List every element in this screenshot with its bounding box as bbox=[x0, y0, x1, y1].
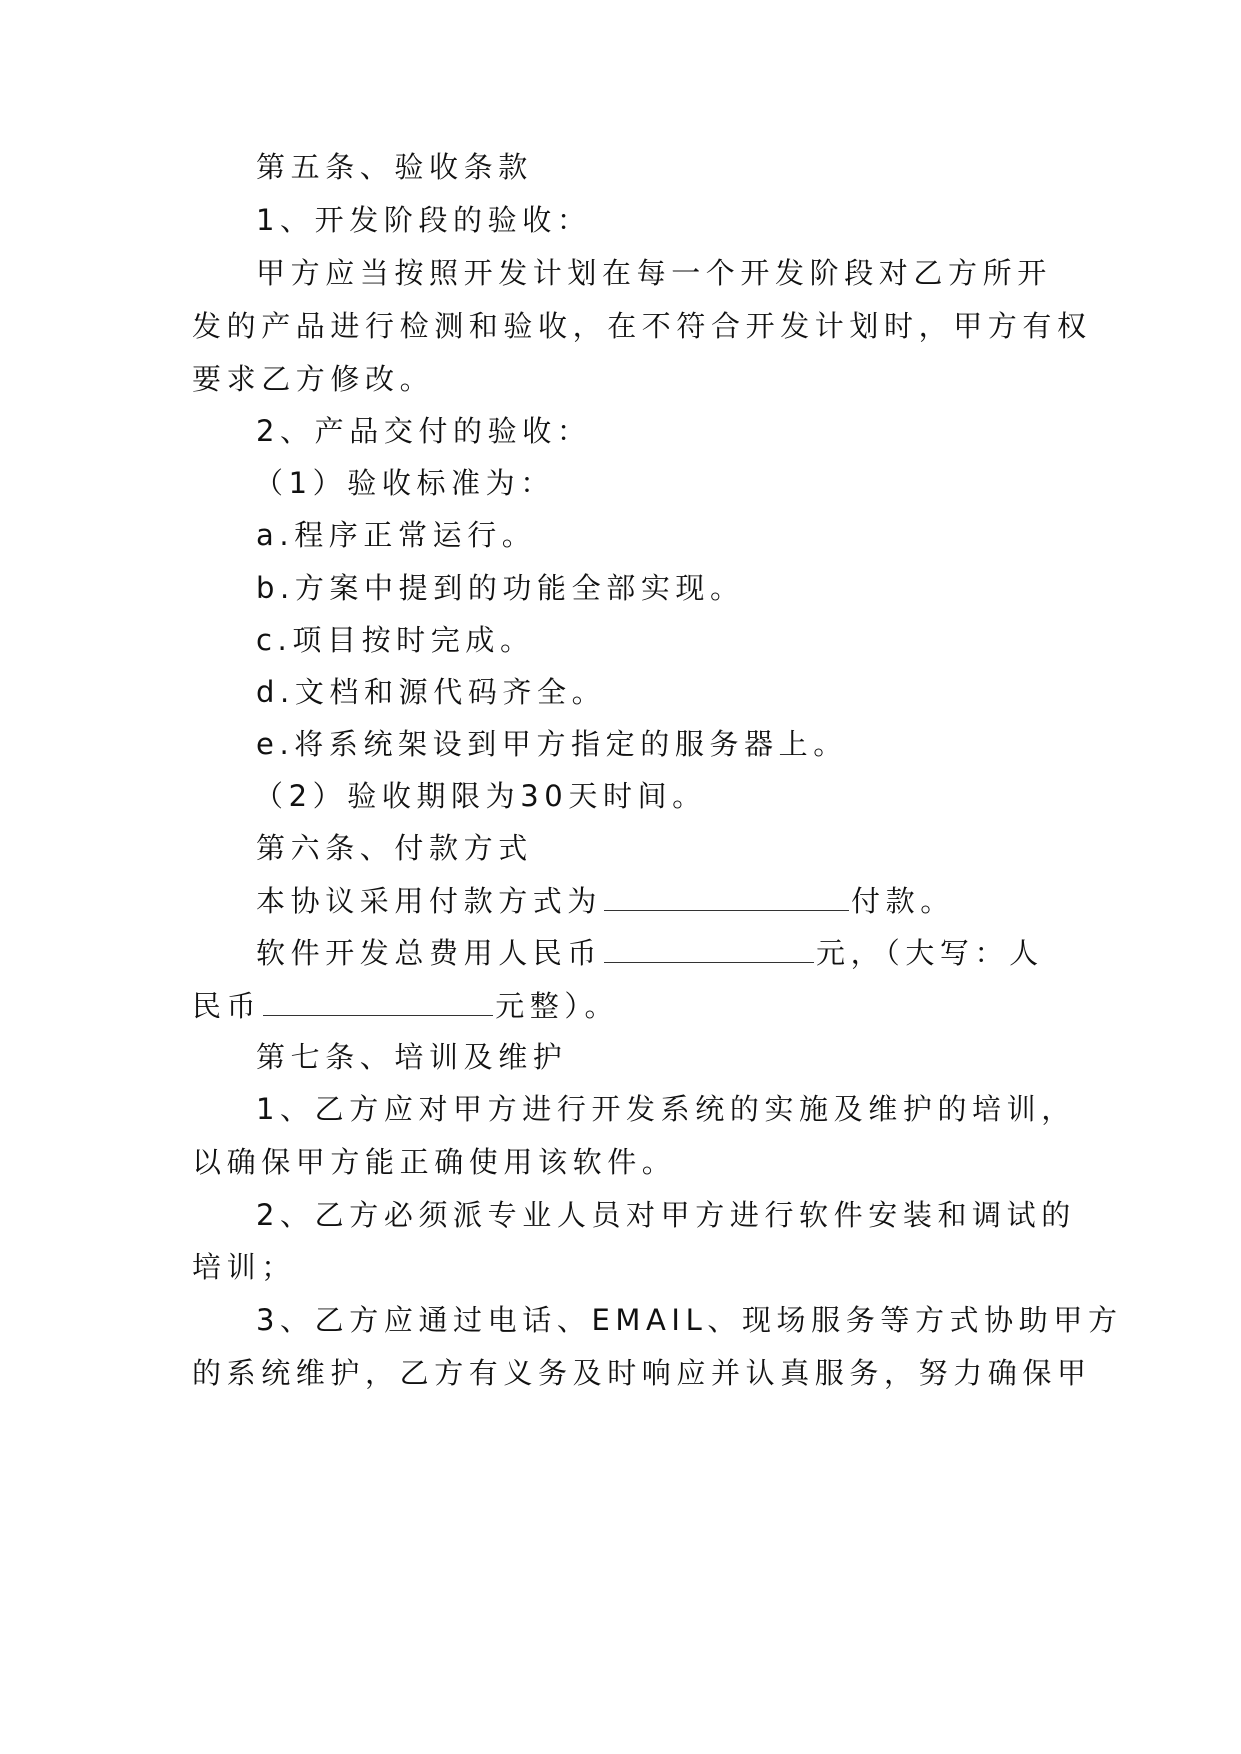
clause-1-heading: 1、开发阶段的验收： bbox=[256, 203, 592, 237]
paragraph-line: 要求乙方修改。 bbox=[192, 362, 435, 396]
paragraph-line: 的系统维护，乙方有义务及时响应并认真服务，努力确保甲 bbox=[192, 1356, 1092, 1390]
total-fee-uppercase-label: 民币 bbox=[192, 989, 262, 1023]
list-item-b: b.方案中提到的功能全部实现。 bbox=[256, 571, 745, 605]
payment-method-suffix: 付款。 bbox=[851, 884, 955, 918]
paragraph-line: 发的产品进行检测和验收，在不符合开发计划时，甲方有权 bbox=[192, 309, 1092, 343]
paragraph-line: 以确保甲方能正确使用该软件。 bbox=[192, 1145, 677, 1179]
total-fee-blank bbox=[604, 932, 814, 963]
section-6-heading: 第六条、付款方式 bbox=[256, 831, 533, 865]
section-5-heading: 第五条、验收条款 bbox=[256, 150, 533, 184]
list-item-e: e.将系统架设到甲方指定的服务器上。 bbox=[256, 727, 848, 761]
total-fee-uppercase-suffix: 元整）。 bbox=[495, 989, 620, 1023]
total-fee-line bbox=[256, 932, 1118, 973]
paragraph-line: 1、乙方应对甲方进行开发系统的实施及维护的培训， bbox=[256, 1092, 1076, 1126]
paragraph-line: 2、乙方必须派专业人员对甲方进行软件安装和调试的 bbox=[256, 1198, 1076, 1232]
clause-2-heading: 2、产品交付的验收： bbox=[256, 414, 592, 448]
total-fee-suffix: 元，（大写：人 bbox=[816, 936, 1044, 970]
payment-method-label: 本协议采用付款方式为 bbox=[256, 884, 603, 918]
total-fee-uppercase-blank bbox=[263, 985, 493, 1016]
list-item-a: a.程序正常运行。 bbox=[256, 518, 537, 552]
total-fee-label: 软件开发总费用人民币 bbox=[256, 936, 603, 970]
paragraph-line: 培训； bbox=[192, 1250, 296, 1284]
paragraph-line: 3、乙方应通过电话、EMAIL、现场服务等方式协助甲方 bbox=[256, 1303, 1123, 1337]
payment-method-line bbox=[256, 880, 1118, 921]
list-item-d: d.文档和源代码齐全。 bbox=[256, 675, 607, 709]
subclause-1: （1）验收标准为： bbox=[254, 466, 555, 500]
payment-method-blank bbox=[604, 880, 849, 911]
total-fee-uppercase-line bbox=[192, 985, 1054, 1026]
subclause-2: （2）验收期限为30天时间。 bbox=[254, 779, 707, 813]
paragraph-line: 甲方应当按照开发计划在每一个开发阶段对乙方所开 bbox=[256, 256, 1052, 290]
section-7-heading: 第七条、培训及维护 bbox=[256, 1040, 568, 1074]
list-item-c: c.项目按时完成。 bbox=[256, 623, 535, 657]
